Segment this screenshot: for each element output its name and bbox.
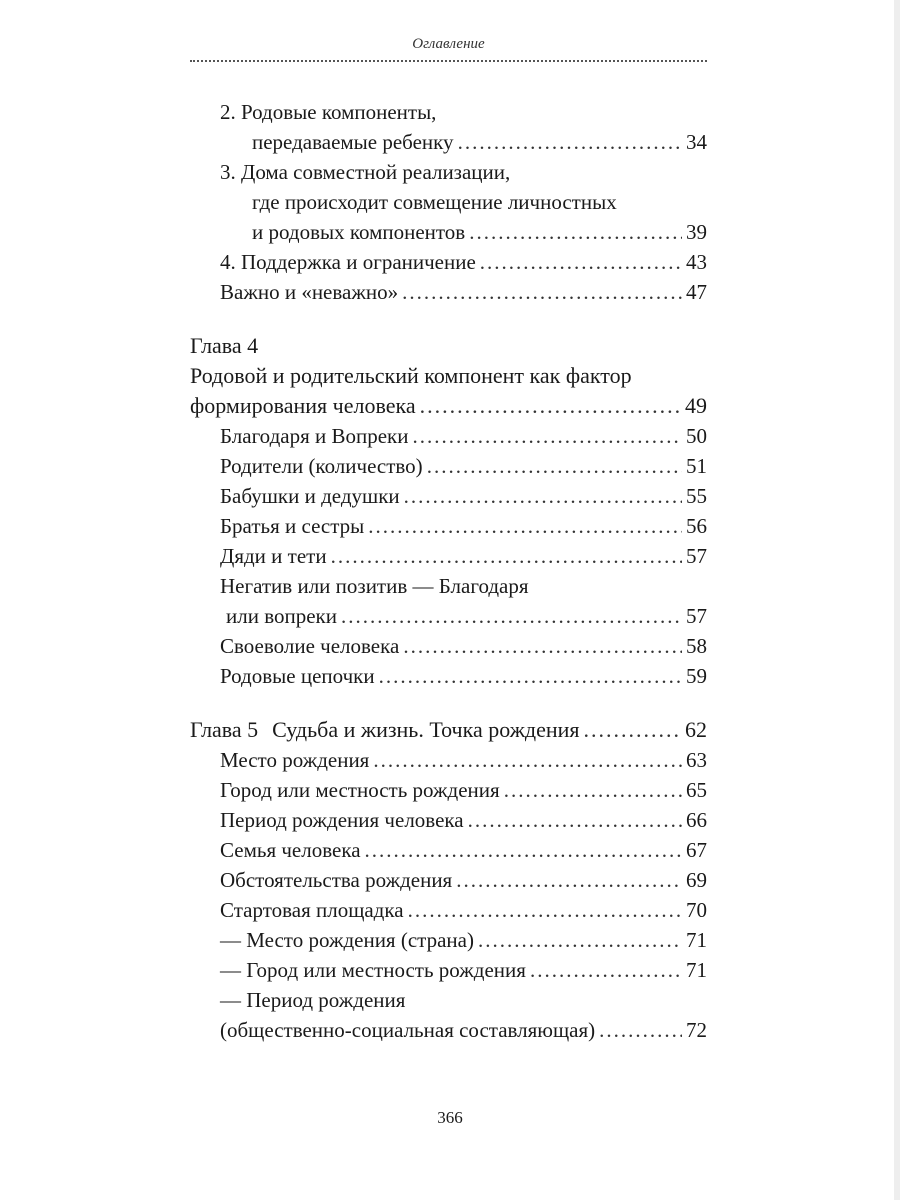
toc-page-number: 39	[686, 220, 707, 244]
toc-entry-title: Братья и сестры	[220, 514, 365, 538]
chapter-5-heading	[190, 715, 707, 745]
toc-entry	[190, 835, 707, 865]
toc-entry	[190, 985, 707, 1015]
toc-entry-title: Город или местность рождения	[220, 778, 500, 802]
toc-page-number: 71	[686, 928, 707, 952]
toc-entry-title: — Место рождения (страна)	[220, 928, 474, 952]
toc-leader-dots	[368, 511, 682, 541]
toc-entry	[190, 865, 707, 895]
chapter-label: Глава 5	[190, 717, 259, 742]
toc-page-number: 67	[686, 838, 707, 862]
toc-page-number: 62	[685, 717, 707, 742]
toc-page-number: 59	[686, 664, 707, 688]
toc-entry	[190, 217, 707, 247]
toc-entry-title: Негатив или позитив — Благодаря	[220, 574, 529, 598]
toc-leader-dots	[412, 421, 682, 451]
toc-entry	[190, 277, 707, 307]
toc-entry	[190, 601, 707, 631]
toc-entry	[190, 571, 707, 601]
toc-leader-dots	[341, 601, 682, 631]
toc-entry-title: Бабушки и дедушки	[220, 484, 400, 508]
toc-entry	[190, 247, 707, 277]
toc-entry	[190, 127, 707, 157]
toc-entry-title: где происходит совмещение личностных	[252, 190, 617, 214]
toc-leader-dots	[478, 925, 682, 955]
toc-entry-title: — Период рождения	[220, 988, 406, 1012]
page-number: 366	[437, 1108, 463, 1127]
toc-page-number: 51	[686, 454, 707, 478]
toc-leader-dots	[408, 895, 682, 925]
toc-entry	[190, 481, 707, 511]
toc-leader-dots	[365, 835, 682, 865]
toc-leader-dots	[504, 775, 682, 805]
toc-entry	[190, 187, 707, 217]
page-edge-shadow	[894, 0, 900, 1200]
toc-entry-title: передаваемые ребенку	[252, 130, 454, 154]
toc-leader-dots	[456, 865, 682, 895]
chapter-title: Судьба и жизнь. Точка рождения	[272, 717, 580, 742]
toc-entry	[190, 511, 707, 541]
chapter-title: Родовой и родительский компонент как фактор	[190, 363, 632, 388]
toc-entry-title: Родовые цепочки	[220, 664, 375, 688]
chapter-4-title	[190, 361, 707, 391]
toc-leader-dots	[404, 481, 682, 511]
chapter-4-title-cont	[190, 391, 707, 421]
toc-leader-dots	[599, 1015, 682, 1045]
toc-entry	[190, 97, 707, 127]
toc-entry-title: Семья человека	[220, 838, 361, 862]
toc-leader-dots	[379, 661, 682, 691]
toc-page-number: 57	[686, 604, 707, 628]
toc-entry-title: (общественно-социальная составляющая)	[220, 1018, 596, 1042]
toc-leader-dots	[584, 715, 681, 745]
toc-leader-dots	[331, 541, 682, 571]
toc-entry-title: Обстоятельства рождения	[220, 868, 453, 892]
toc-page-number: 56	[686, 514, 707, 538]
toc-entry-title: 2. Родовые компоненты,	[220, 100, 437, 124]
chapter-label: Глава 4	[190, 333, 259, 358]
toc-page-number: 57	[686, 544, 707, 568]
toc-leader-dots	[469, 217, 682, 247]
toc-page-number: 65	[686, 778, 707, 802]
toc-entry	[190, 775, 707, 805]
toc-entry	[190, 421, 707, 451]
toc-entry	[190, 1015, 707, 1045]
toc-entry-title: Дяди и тети	[220, 544, 327, 568]
toc-entry	[190, 955, 707, 985]
toc-entry	[190, 895, 707, 925]
toc-leader-dots	[480, 247, 682, 277]
toc-page-number: 66	[686, 808, 707, 832]
toc-leader-dots	[427, 451, 682, 481]
toc-page-number: 49	[685, 393, 707, 418]
chapter-4-label	[190, 331, 707, 361]
toc-entry-title: Период рождения человека	[220, 808, 464, 832]
toc-entry-title: Благодаря и Вопреки	[220, 424, 409, 448]
toc-entry	[190, 451, 707, 481]
toc-entry-title: Стартовая площадка	[220, 898, 404, 922]
toc-entry-title: или вопреки	[226, 604, 337, 628]
toc-entry	[190, 745, 707, 775]
toc-entry-title: 4. Поддержка и ограничение	[220, 250, 476, 274]
toc-entry	[190, 661, 707, 691]
toc-page-number: 58	[686, 634, 707, 658]
toc-page-number: 47	[686, 280, 707, 304]
toc-entry	[190, 805, 707, 835]
toc-entry-title: Место рождения	[220, 748, 370, 772]
toc-page-number: 55	[686, 484, 707, 508]
toc-page-number: 69	[686, 868, 707, 892]
toc-entry	[190, 157, 707, 187]
toc-entry-title: Важно и «неважно»	[220, 280, 399, 304]
chapter-title: формирования человека	[190, 393, 416, 418]
toc-entry	[190, 541, 707, 571]
toc-entry-title: Родители (количество)	[220, 454, 423, 478]
toc-page-number: 43	[686, 250, 707, 274]
toc-entry-title: 3. Дома совместной реализации,	[220, 160, 511, 184]
running-title: Оглавление	[412, 36, 485, 52]
toc-entry-title: Своеволие человека	[220, 634, 400, 658]
toc-leader-dots	[468, 805, 682, 835]
toc-leader-dots	[420, 391, 681, 421]
toc-page-number: 63	[686, 748, 707, 772]
toc-leader-dots	[373, 745, 682, 775]
toc-entry-title: и родовых компонентов	[252, 220, 466, 244]
toc-leader-dots	[403, 631, 682, 661]
toc-entry	[190, 631, 707, 661]
toc-page-number: 71	[686, 958, 707, 982]
header-dotted-rule	[190, 60, 707, 62]
toc-page-number: 50	[686, 424, 707, 448]
toc-entry	[190, 925, 707, 955]
toc-page-number: 70	[686, 898, 707, 922]
toc-leader-dots	[530, 955, 682, 985]
toc-page-number: 72	[686, 1018, 707, 1042]
toc-leader-dots	[458, 127, 682, 157]
toc-page-number: 34	[686, 130, 707, 154]
table-of-contents	[190, 97, 707, 1045]
toc-entry-title: — Город или местность рождения	[220, 958, 526, 982]
toc-leader-dots	[402, 277, 682, 307]
